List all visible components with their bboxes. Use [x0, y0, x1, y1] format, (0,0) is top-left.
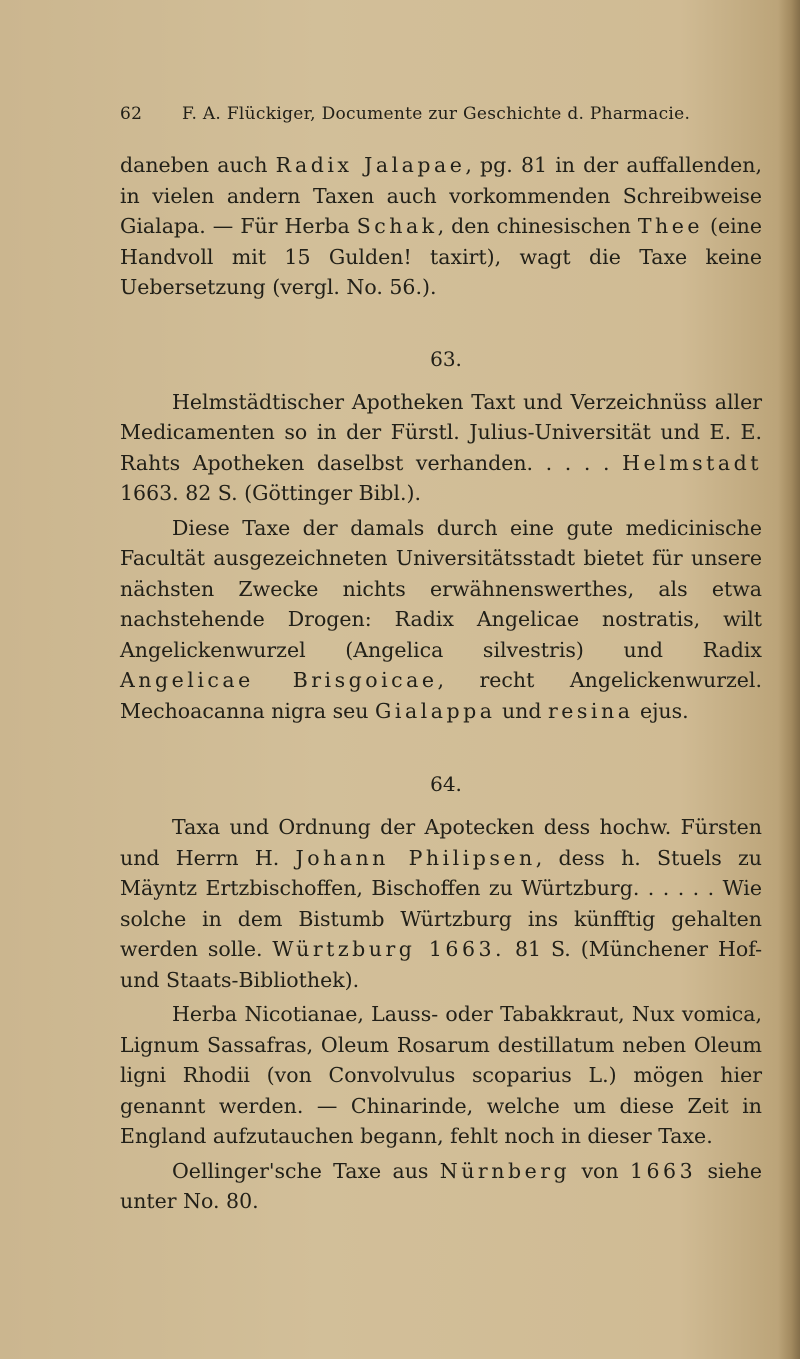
p1-spaced-schak: Schak	[356, 214, 438, 238]
section-63-number: 63.	[430, 346, 462, 371]
s63-body-e: und	[495, 698, 548, 723]
s64-spaced-wurtzburg-1663: Würtzburg 1663.	[272, 937, 506, 961]
section-63-title	[120, 387, 762, 509]
s64-body2-e: siehe unter No. 80.	[120, 1158, 762, 1213]
s63-body-g: ejus.	[633, 698, 689, 723]
p1-text-e: , den chinesischen	[437, 214, 638, 238]
p1-text-a: daneben auch	[120, 153, 276, 177]
s64-spaced-nurnberg: Nürnberg	[439, 1158, 571, 1183]
p1-text-c: , pg. 81 in der auffallenden, in vielen andern Taxen auch vorkommenden Schreibweise Gialapa. — Für Herba	[120, 153, 762, 238]
s64-body2-a: Oellinger'sche Taxe aus	[172, 1158, 440, 1183]
section-64-body-2	[120, 1156, 762, 1217]
s63-spaced-angelicae-brisgoicae: Angelicae Brisgoicae	[120, 668, 438, 692]
section-64-body-1: Herba Nicotianae, Lauss- oder Tabakkraut, Nux vomica, Lignum Sassafras, Oleum Rosarum destillatum neben Oleum ligni Rhodii (von Convolvulus scoparius L.) mögen hier genannt werden. — Chinarinde, welche um diese Zeit in England aufzutauchen begann, fehlt noch in dieser Taxe.	[120, 1002, 762, 1148]
s63-spaced-gialappa: Gialappa	[375, 698, 496, 723]
s63-spaced-helmstadt: Helmstadt	[622, 450, 762, 475]
s64-title-a: Taxa und Ordnung der Apotecken dess hochw. Fürsten und Herrn H.	[120, 815, 762, 870]
running-title: F. A. Flückiger, Documente zur Geschichte d. Pharmacie.	[182, 104, 691, 124]
s63-body-a: Diese Taxe der damals durch eine gute medicinische Facultät ausgezeichneten Universitätsstadt bietet für unsere nächsten Zwecke nichts erwähnenswerthes, als etwa nachstehende Drogen: Radix Angelicae nostratis, wilt Angelickenwurzel (Angelica silvestris) und Radix	[120, 515, 762, 662]
s64-spaced-johann-philipsen: Johann Philipsen	[295, 845, 536, 870]
section-64-number: 64.	[430, 772, 462, 796]
p1-spaced-radix-jalapae: Radix Jalapae	[275, 153, 466, 177]
s64-title-e: 81 S. (Münchener Hof- und Staats-Bibliothek).	[120, 937, 762, 992]
s63-spaced-resina: resina	[547, 698, 634, 723]
s64-spaced-1663: 1663	[629, 1158, 697, 1183]
s64-body2-c: von	[570, 1158, 630, 1183]
running-header	[120, 104, 700, 124]
page-edge-shadow	[778, 0, 800, 1359]
p1-text-g: (eine Handvoll mit 15 Gulden! taxirt), wagt die Taxe keine Uebersetzung (vergl. No. 56.).	[120, 214, 762, 299]
section-63-body	[120, 513, 762, 727]
paragraph-continuation	[120, 150, 762, 303]
s63-title-c: 1663. 82 S. (Göttinger Bibl.).	[120, 481, 422, 505]
text-column	[120, 150, 762, 1217]
s64-title-c: , dess h. Stuels zu Mäyntz Ertzbischoffen, Bischoffen zu Würtzburg. . . . . . Wie solche in dem Bistumb Würtzburg ins künfftig gehalten werden solle.	[120, 845, 762, 961]
p1-spaced-thee: Thee	[637, 214, 703, 238]
s63-title-a: Helmstädtischer Apotheken Taxt und Verzeichnüss aller Medicamenten so in der Fürstl. Julius-Universität und E. E. Rahts Apotheken daselbst verhanden. . . . .	[120, 389, 762, 475]
page-number: 62	[120, 104, 143, 124]
section-64-title	[120, 812, 762, 995]
s63-body-c: , recht Angelickenwurzel. Mechoacanna nigra seu	[120, 668, 762, 723]
